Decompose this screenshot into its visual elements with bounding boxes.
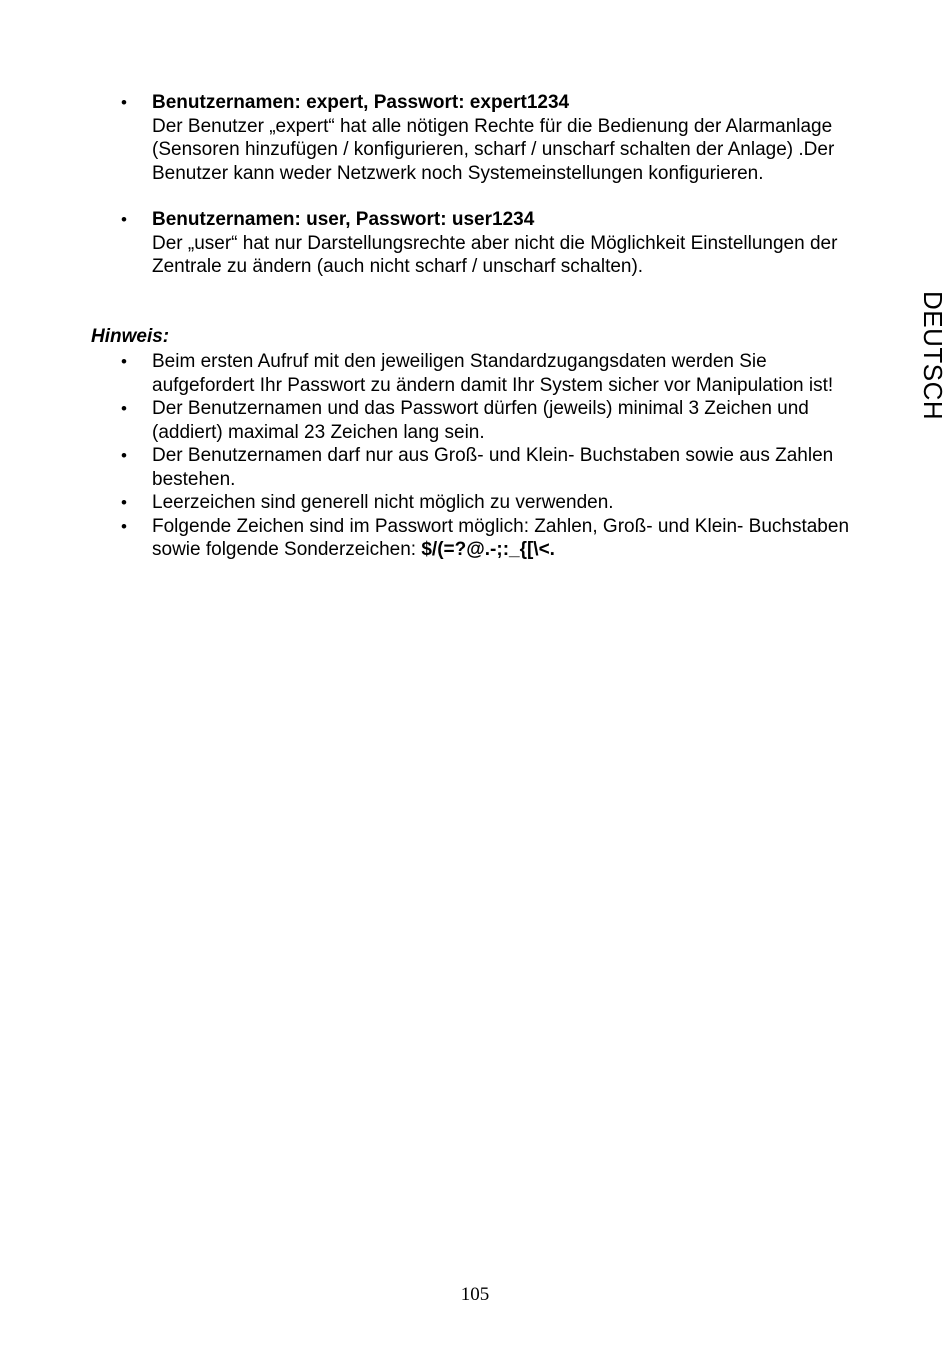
expert-user-description: Der Benutzer „expert“ hat alle nötigen Rechte für die Bedienung der Alarmanlage (Sensoren hinzufügen / konfigurieren, scharf / unscharf schalten der Anlage) .Der Benutzer kann weder Netzwerk noch Systemeinstellungen konfigurieren.: [152, 115, 835, 184]
page-number: 105: [460, 1284, 490, 1305]
bullet-icon: •: [121, 399, 127, 418]
list-item: [0, 491, 862, 515]
expert-user-credentials: Benutzernamen: expert, Passwort: expert1234: [152, 92, 570, 113]
list-item: [0, 444, 862, 491]
language-side-tab: DEUTSCH: [918, 291, 948, 421]
special-characters: $/(=?@.-;:_{[\<.: [421, 539, 555, 560]
list-item: [0, 397, 862, 444]
bullet-icon: •: [121, 446, 127, 465]
notes-list: [0, 350, 862, 562]
list-item: [0, 350, 862, 397]
note-text: Der Benutzernamen darf nur aus Groß- und Klein- Buchstaben sowie aus Zahlen bestehen.: [152, 445, 834, 490]
bullet-icon: •: [121, 93, 127, 112]
list-item-standard-user: [0, 208, 862, 279]
note-text: Leerzeichen sind generell nicht möglich zu verwenden.: [152, 492, 614, 513]
list-item-expert-user: [0, 91, 862, 185]
note-text: Beim ersten Aufruf mit den jeweiligen Standardzugangsdaten werden Sie aufgefordert Ihr Passwort zu ändern damit Ihr System sicher vor Manipulation ist!: [152, 351, 834, 396]
bullet-icon: •: [121, 210, 127, 229]
default-users-list: [0, 91, 862, 279]
note-heading: Hinweis:: [91, 326, 170, 347]
bullet-icon: •: [121, 516, 127, 536]
note-text: Der Benutzernamen und das Passwort dürfen (jeweils) minimal 3 Zeichen und (addiert) maximal 23 Zeichen lang sein.: [152, 398, 809, 443]
list-item: [0, 515, 862, 562]
note-text: Folgende Zeichen sind im Passwort möglich: Zahlen, Groß- und Klein- Buchstaben sowie folgende Sonderzeichen:: [152, 515, 850, 560]
standard-user-credentials: Benutzernamen: user, Passwort: user1234: [152, 209, 535, 230]
bullet-icon: •: [121, 352, 127, 371]
standard-user-description: Der „user“ hat nur Darstellungsrechte aber nicht die Möglichkeit Einstellungen der Zentrale zu ändern (auch nicht scharf / unscharf schalten).: [152, 232, 838, 277]
bullet-icon: •: [121, 493, 127, 512]
